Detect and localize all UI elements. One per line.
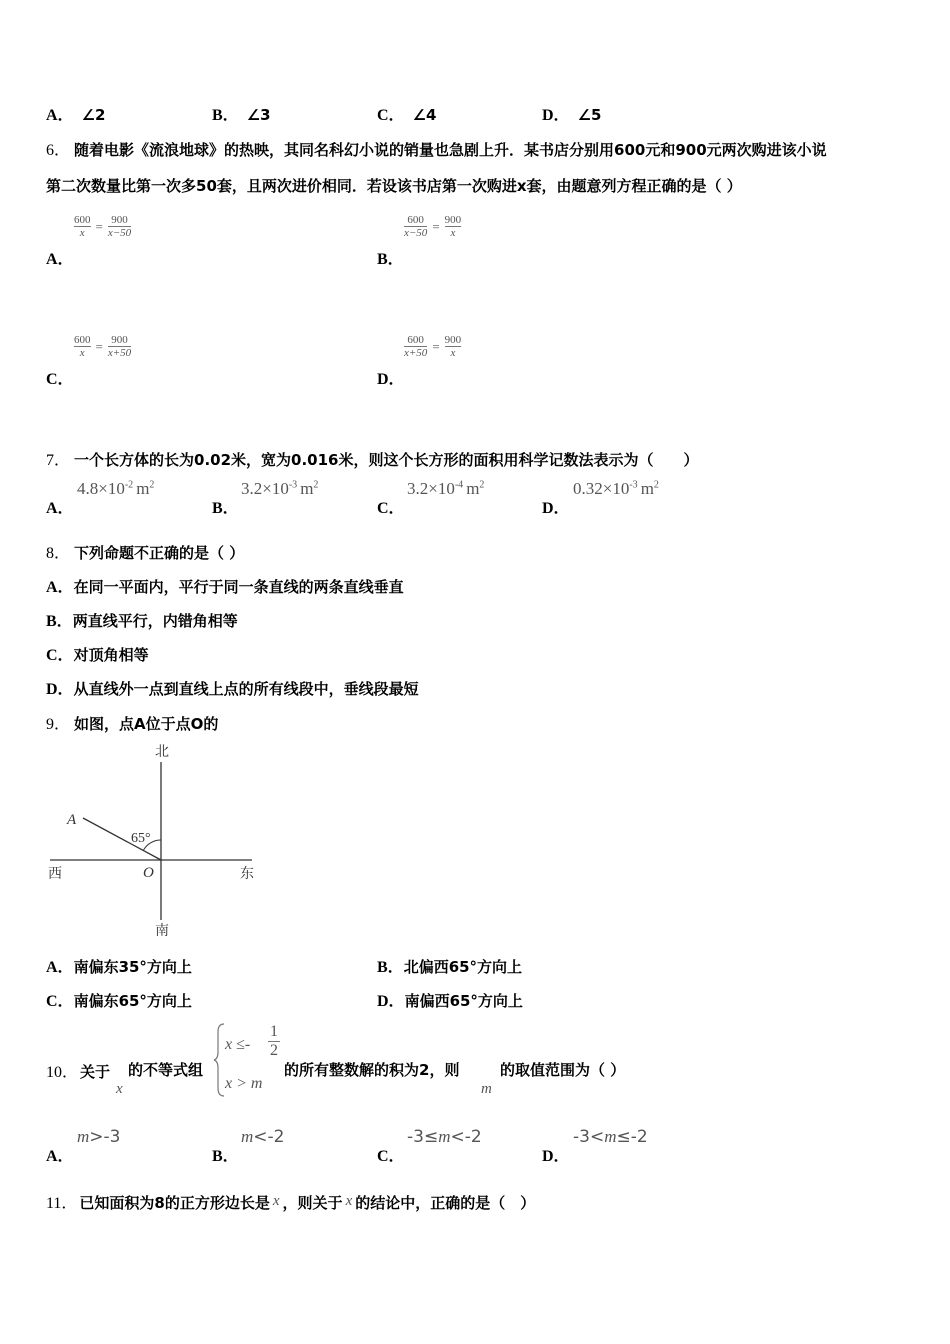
question-number: 10． bbox=[46, 1064, 79, 1081]
q10-option-b-letter: B． bbox=[212, 1148, 239, 1165]
fraction: $\frac{900}{x}$ bbox=[444, 214, 462, 239]
q11-stem: 11． 已知面积为8的正方形边长是 x ，则关于 x 的结论中，正确的是（ ） bbox=[46, 1193, 536, 1212]
north-label: 北 bbox=[155, 744, 169, 760]
fraction: $\frac{900}{x}$ bbox=[444, 334, 462, 359]
question-number: 9． bbox=[46, 716, 71, 733]
q9-compass-figure bbox=[40, 738, 270, 940]
fraction: $\frac{600}{x}$ bbox=[74, 214, 91, 239]
fraction: $\frac{900}{x-50}$ bbox=[107, 214, 132, 239]
question-text: 如图，点A位于点O的 bbox=[74, 715, 219, 733]
q8-option-c: C．对顶角相等 bbox=[46, 646, 149, 664]
question-text: 下列命题不正确的是（ ） bbox=[74, 544, 245, 562]
fraction: $\frac{600}{x+50}$ bbox=[404, 334, 428, 359]
q9-option-c: C．南偏东65°方向上 bbox=[46, 992, 192, 1010]
q6-option-c-equation: $\frac{600}{x}$ = $\frac{900}{x+50}$ bbox=[74, 334, 132, 359]
option-letter: A． bbox=[46, 107, 74, 124]
q7-option-d-letter: D． bbox=[542, 500, 570, 517]
option-letter: C． bbox=[377, 107, 405, 124]
q7-option-c-letter: C． bbox=[377, 500, 405, 517]
option-text: ∠5 bbox=[577, 106, 602, 124]
question-number: 7． bbox=[46, 452, 71, 469]
q7-option-a-value: $4.8\times 10^{-2}$ $m^2$ bbox=[77, 479, 155, 498]
q7-option-b-letter: B． bbox=[212, 500, 239, 517]
q8-stem bbox=[46, 540, 244, 563]
q6-option-a-letter: A． bbox=[46, 251, 74, 268]
option-text: ∠4 bbox=[412, 106, 437, 124]
q8-option-d: D．从直线外一点到直线上点的所有线段中，垂线段最短 bbox=[46, 680, 419, 698]
q10-system-line1: x ≤- bbox=[225, 1036, 251, 1053]
q10-stem-post: 的所有整数解的积为2，则 bbox=[284, 1061, 460, 1079]
question-number: 8． bbox=[46, 545, 71, 562]
q7-option-d-value: $0.32\times 10^{-3}$ $m^2$ bbox=[573, 479, 659, 498]
q7-option-c-value: $3.2\times 10^{-4}$ $m^2$ bbox=[407, 479, 485, 498]
q10-system-fraction: 1 2 bbox=[270, 1023, 278, 1059]
q10-option-b-value: m<-2 bbox=[241, 1127, 285, 1147]
q7-stem bbox=[46, 447, 698, 470]
q7-option-b-value: $3.2\times 10^{-3}$ $m^2$ bbox=[241, 479, 319, 498]
q10-option-a-value: m>-3 bbox=[77, 1127, 121, 1147]
fraction: $\frac{600}{x}$ bbox=[74, 334, 91, 359]
q6-option-c-letter: C． bbox=[46, 371, 74, 388]
q10-var-x: x bbox=[116, 1081, 123, 1097]
q10-var-m: m bbox=[481, 1081, 492, 1097]
option-text: ∠3 bbox=[246, 106, 271, 124]
q9-option-b: B．北偏西65°方向上 bbox=[377, 958, 523, 976]
q9-option-d: D．南偏西65°方向上 bbox=[377, 992, 523, 1010]
q6-option-b-equation: $\frac{600}{x-50}$ = $\frac{900}{x}$ bbox=[404, 214, 462, 239]
q6-stem-line2: 第二次数量比第一次多50套，且两次进价相同．若设该书店第一次购进x套，由题意列方程正确的是（ ） bbox=[46, 177, 742, 195]
east-label: 东 bbox=[240, 866, 254, 882]
q9-stem bbox=[46, 711, 218, 734]
q10-stem-start: 10． 关于 bbox=[46, 1063, 111, 1081]
angle-label: 65° bbox=[131, 831, 151, 846]
q10-option-c-value: -3≤m<-2 bbox=[407, 1127, 482, 1147]
q7-option-a-letter: A． bbox=[46, 500, 74, 517]
question-number: 6． bbox=[46, 142, 71, 159]
q8-option-a: A．在同一平面内，平行于同一条直线的两条直线垂直 bbox=[46, 578, 404, 596]
q6-option-b-letter: B． bbox=[377, 251, 404, 268]
q10-system-line2: x > m bbox=[225, 1075, 263, 1092]
question-text: 一个长方体的长为0.02米，宽为0.016米，则这个长方形的面积用科学记数法表示为（ ） bbox=[74, 451, 699, 469]
q10-option-a-letter: A． bbox=[46, 1148, 74, 1165]
q9-option-a: A．南偏东35°方向上 bbox=[46, 958, 192, 976]
option-text: ∠2 bbox=[81, 106, 106, 124]
point-a-label: A bbox=[67, 812, 77, 828]
q5-option-a bbox=[46, 102, 105, 125]
q10-stem-mid: 的不等式组 bbox=[128, 1061, 204, 1079]
q6-option-d-equation: $\frac{600}{x+50}$ = $\frac{900}{x}$ bbox=[404, 334, 462, 359]
q6-option-a-equation: $\frac{600}{x}$ = $\frac{900}{x-50}$ bbox=[74, 214, 132, 239]
q5-option-c bbox=[377, 102, 436, 125]
q5-option-d bbox=[542, 102, 601, 125]
q10-stem-tail: 的取值范围为（ ） bbox=[500, 1061, 626, 1079]
q5-option-b bbox=[212, 102, 271, 125]
question-number: 11． bbox=[46, 1195, 78, 1212]
west-label: 西 bbox=[48, 866, 62, 882]
q10-option-d-letter: D． bbox=[542, 1148, 570, 1165]
q8-option-b: B．两直线平行，内错角相等 bbox=[46, 612, 238, 630]
q6-option-d-letter: D． bbox=[377, 371, 405, 388]
option-letter: B． bbox=[212, 107, 239, 124]
q6-stem-line1 bbox=[46, 137, 827, 160]
point-o-label: O bbox=[143, 865, 154, 881]
question-text: 随着电影《流浪地球》的热映，其同名科幻小说的销量也急剧上升．某书店分别用600元和900元两次购进该小说 bbox=[74, 141, 827, 159]
option-letter: D． bbox=[542, 107, 570, 124]
south-label: 南 bbox=[155, 923, 169, 939]
q10-option-c-letter: C． bbox=[377, 1148, 405, 1165]
fraction: $\frac{900}{x+50}$ bbox=[107, 334, 132, 359]
fraction: $\frac{600}{x-50}$ bbox=[404, 214, 428, 239]
q10-option-d-value: -3<m≤-2 bbox=[573, 1127, 648, 1147]
